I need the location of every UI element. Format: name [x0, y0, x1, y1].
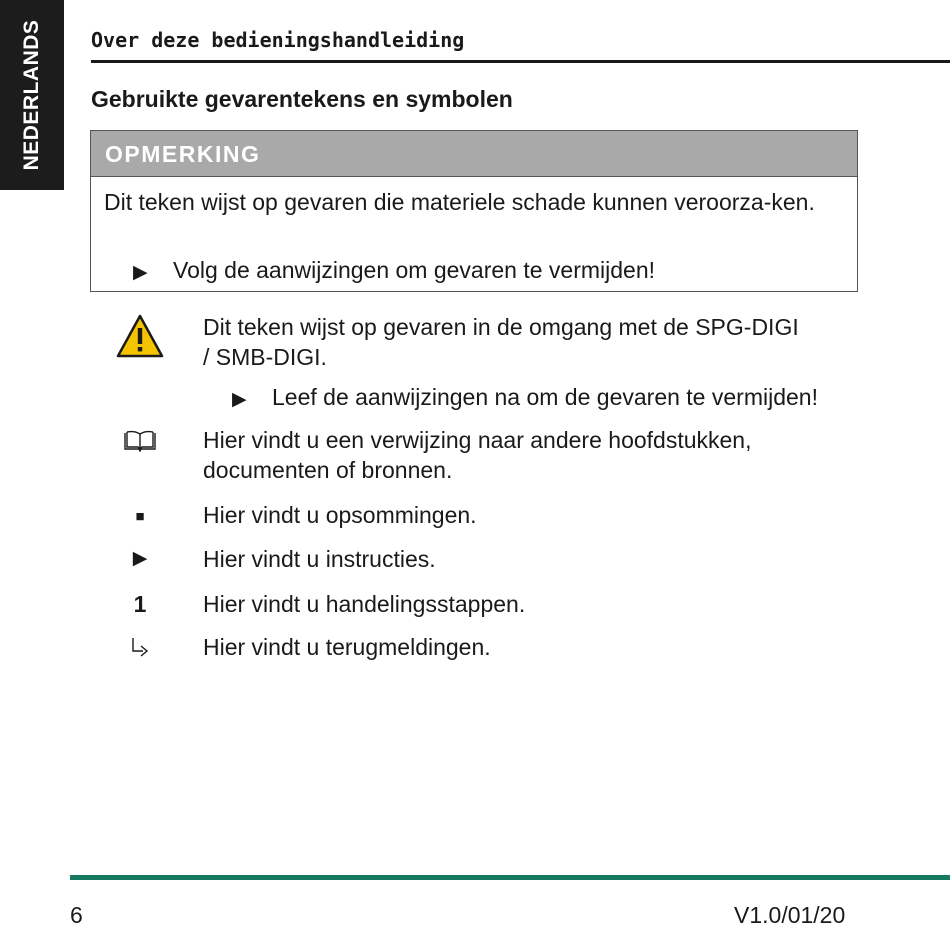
feedback-text: Hier vindt u terugmeldingen.	[203, 634, 491, 660]
steps-text: Hier vindt u handelingsstappen.	[203, 591, 526, 617]
language-tab	[0, 0, 64, 190]
notice-step-text: Volg de aanwijzingen om gevaren te vermijden!	[173, 257, 656, 283]
footer-divider	[70, 875, 950, 880]
book-icon	[110, 427, 170, 452]
notice-text: Dit teken wijst op gevaren die materiele schade kunnen veroorza-ken.	[104, 189, 815, 215]
notice-step	[133, 255, 655, 288]
step-arrow-icon: ▶	[232, 389, 247, 410]
step-number-icon: 1	[133, 591, 147, 617]
section-title: Gebruikte gevarentekens en symbolen	[91, 86, 513, 112]
warning-text-line2: / SMB-DIGI.	[203, 344, 327, 370]
instructions-text: Hier vindt u instructies.	[203, 546, 436, 572]
notice-heading: OPMERKING	[91, 131, 857, 177]
step-arrow-icon: ▶	[133, 262, 148, 283]
triangle-arrow-icon: ▶	[132, 548, 148, 569]
reference-text-line1: Hier vindt u een verwijzing naar andere hoofdstukken,	[203, 427, 752, 453]
language-tab-label: NEDERLANDS	[20, 19, 43, 171]
page-header-title: Over deze bedieningshandleiding	[91, 28, 465, 52]
document-version: V1.0/01/20	[734, 902, 846, 928]
square-bullet-icon: ■	[135, 508, 145, 525]
list-text: Hier vindt u opsommingen.	[203, 502, 477, 528]
warning-step-text: Leef de aanwijzingen na om de gevaren te vermijden!	[272, 384, 818, 410]
notice-box	[90, 130, 858, 292]
warning-triangle-icon	[110, 314, 170, 360]
warning-text-line1: Dit teken wijst op gevaren in de omgang met de SPG-DIGI	[203, 314, 799, 340]
page-number: 6	[70, 902, 83, 928]
reference-text-line2: documenten of bronnen.	[203, 457, 453, 483]
header-divider	[91, 60, 950, 63]
feedback-arrow-icon	[110, 632, 170, 660]
warning-step	[232, 382, 818, 415]
